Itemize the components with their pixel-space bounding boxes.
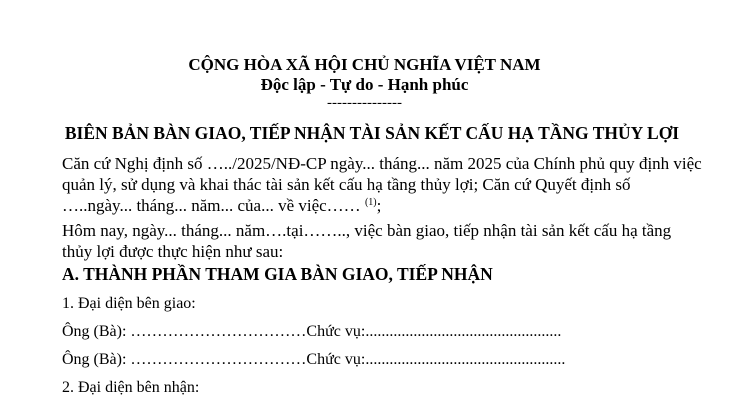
handover-party-label: 1. Đại diện bên giao: (62, 295, 196, 312)
legal-basis-paragraph (62, 153, 702, 216)
header-divider: --------------- (327, 95, 402, 111)
receiving-party-label: 2. Đại diện bên nhận: (62, 379, 200, 396)
handover-representative-2: Ông (Bà): ……………………………Chức vụ:.................................................. (62, 351, 566, 368)
footnote-marker: (1) (364, 197, 377, 208)
document-title: BIÊN BẢN BÀN GIAO, TIẾP NHẬN TÀI SẢN KẾT CẤU HẠ TẦNG THỦY LỢI (64, 123, 680, 143)
legal-basis-end: ; (376, 196, 382, 215)
national-motto: Độc lập - Tự do - Hạnh phúc (260, 75, 469, 94)
handover-representative-1: Ông (Bà): ……………………………Chức vụ:................................................. (62, 323, 562, 340)
legal-basis-text: Căn cứ Nghị định số …../2025/NĐ-CP ngày... tháng... năm 2025 của Chính phủ quy định việc quản lý, sử dụng và khai thác tài sản kết cấu hạ tầng thủy lợi; Căn cứ Quyết định số …..ngày... tháng... năm... của... về việc…… (62, 154, 702, 215)
section-a-heading: A. THÀNH PHẦN THAM GIA BÀN GIAO, TIẾP NHẬN (62, 264, 493, 284)
national-title: CỘNG HÒA XÃ HỘI CHỦ NGHĨA VIỆT NAM (188, 55, 541, 74)
date-place-paragraph: Hôm nay, ngày... tháng... năm….tại…….., việc bàn giao, tiếp nhận tài sản kết cấu hạ tầng thủy lợi được thực hiện như sau: (62, 221, 672, 261)
